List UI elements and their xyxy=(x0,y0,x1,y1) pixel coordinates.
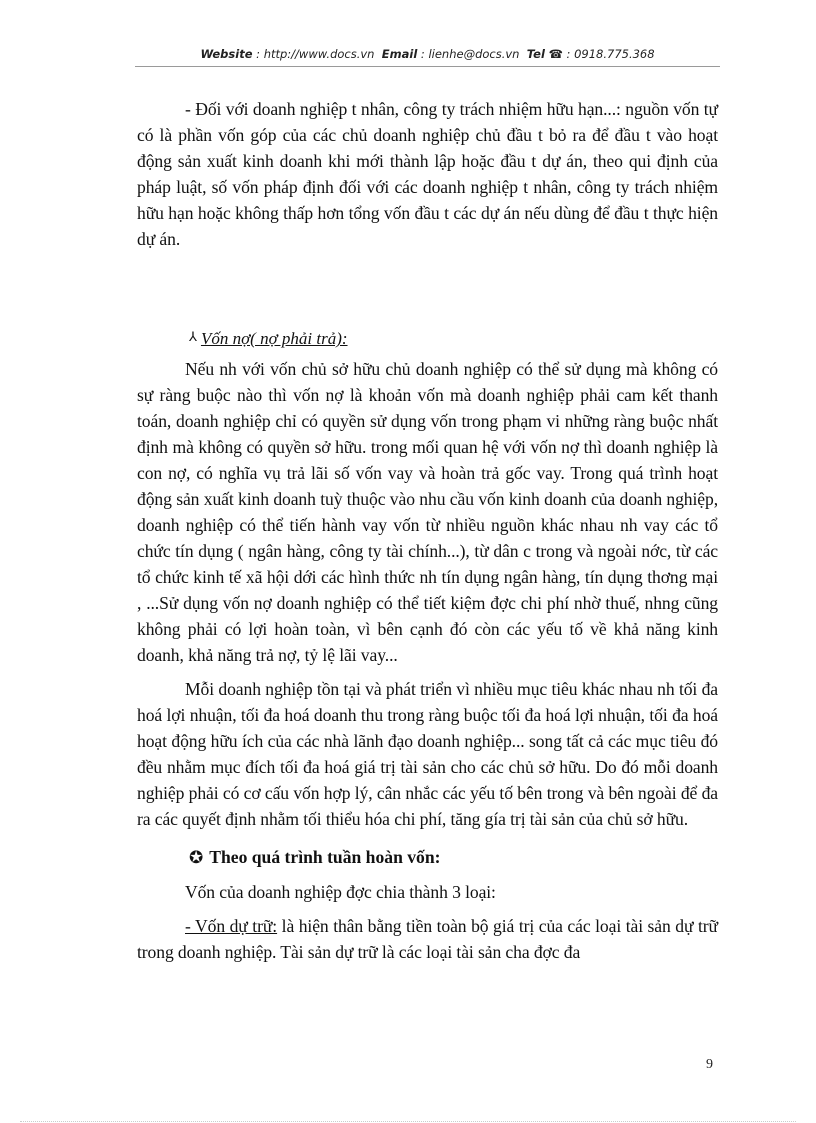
star-bullet-icon: ✪ xyxy=(189,848,204,867)
tel-label: Tel xyxy=(526,47,545,61)
definition-reserve-capital: là hiện thân bằng tiền toàn bộ giá trị của các loại tài sản dự trữ trong doanh nghiệp. Tài sản dự trữ là các loại tài sản cha đợc đa xyxy=(137,916,718,962)
spacer xyxy=(137,668,718,676)
page-number: 9 xyxy=(706,1057,713,1072)
spacer xyxy=(137,905,718,913)
website-label: Website xyxy=(200,47,253,61)
bullet-mark-icon: ⅄ xyxy=(189,329,197,344)
page-bottom-border xyxy=(20,1121,796,1122)
term-reserve-capital: - Vốn dự trữ: xyxy=(185,916,278,936)
header-divider xyxy=(135,66,720,67)
phone-icon: ☎ xyxy=(548,47,563,61)
paragraph-debt-capital: Nếu nh với vốn chủ sở hữu chủ doanh nghiệp có thể sử dụng mà không có sự ràng buộc nào thì vốn nợ là khoản vốn mà doanh nghiệp phải cam kết thanh toán, doanh nghiệp chỉ có quyền sử dụng vốn trong phạm vi những ràng buộc nhất định mà không có quyền sở hữu. trong mối quan hệ với vốn nợ thì doanh nghiệp là con nợ, có nghĩa vụ trả lãi số vốn vay và hoàn trả gốc vay. Trong quá trình hoạt động sản xuất kinh doanh tuỳ thuộc vào nhu cầu vốn kinh doanh của doanh nghiệp, doanh nghiệp có thể tiến hành vay vốn từ nhiều nguồn khác nhau nh vay các tổ chức tín dụng ( ngân hàng, công ty tài chính...), từ dân c trong và ngoài nớc, từ các tổ chức kinh tế xã hội dới các hình thức nh tín dụng ngân hàng, tín dụng thơng mại , ...Sử dụng vốn nợ doanh nghiệp có thể tiết kiệm đợc chi phí nhờ thuế, nhng cũng không phải có lợi hoàn toàn, vì bên cạnh đó còn các yếu tố về khả năng kinh doanh, khả năng trả nợ, tỷ lệ lãi vay... xyxy=(137,359,718,665)
section-heading-debt-capital xyxy=(189,324,718,352)
section-heading-text: Theo quá trình tuần hoàn vốn: xyxy=(209,847,441,867)
email-address: : lienhe@docs.vn xyxy=(420,47,520,61)
website-url: : http://www.docs.vn xyxy=(256,47,375,61)
email-label: Email xyxy=(381,47,418,61)
phone-number: : 0918.775.368 xyxy=(566,47,655,61)
paragraph-private-enterprise: - Đối với doanh nghiệp t nhân, công ty trách nhiệm hữu hạn...: nguồn vốn tự có là phần vốn góp của các chủ doanh nghiệp chủ đầu t bỏ ra để đầu t vào hoạt động sản xuất kinh doanh khi mới thành lập hoặc đầu t dự án, theo qui định của pháp luật, số vốn pháp định đối với các doanh nghiệp t nhân, công ty trách nhiệm hữu hạn hoặc không thấp hơn tổng vốn đầu t các dự án nếu dùng để đầu t thực hiện dự án. xyxy=(137,99,718,249)
document-body xyxy=(137,96,718,965)
section-heading-capital-cycle xyxy=(189,844,718,871)
paragraph-capital-types: Vốn của doanh nghiệp đợc chia thành 3 loại: xyxy=(185,882,496,902)
page-header xyxy=(135,47,720,61)
paragraph-reserve-capital xyxy=(137,913,718,965)
section-heading-text: Vốn nợ( nợ phải trả): xyxy=(200,329,348,348)
paragraph-enterprise-goals: Mỗi doanh nghiệp tồn tại và phát triển vì nhiều mục tiêu khác nhau nh tối đa hoá lợi nhuận, tối đa hoá doanh thu trong ràng buộc tối đa hoá lợi nhuận, tối đa hoá hoạt động hữu ích của các nhà lãnh đạo doanh nghiệp... song tất cả các mục tiêu đó đều nhằm mục đích tối đa hoá giá trị tài sản cho các chủ sở hữu. Do đó mỗi doanh nghiệp phải có cơ cấu vốn hợp lý, cân nhắc các yếu tố bên trong và bên ngoài để đa ra các quyết định nhằm tối thiểu hóa chi phí, tăng gía trị tài sản của chủ sở hữu. xyxy=(137,679,718,829)
spacer xyxy=(137,252,718,324)
